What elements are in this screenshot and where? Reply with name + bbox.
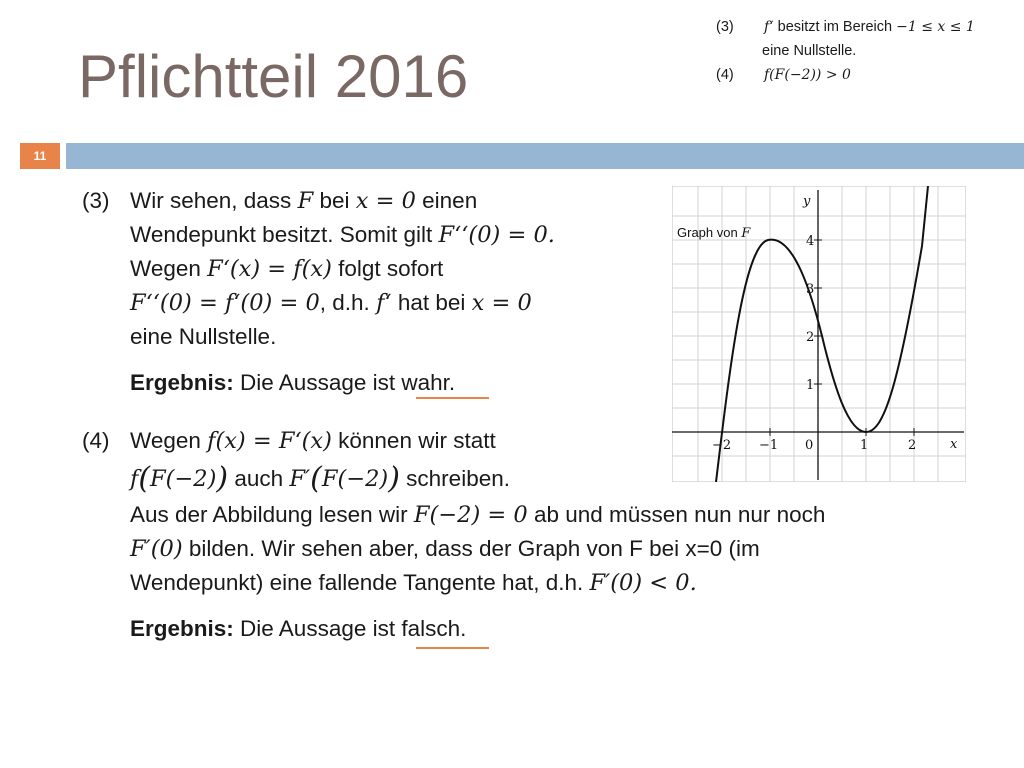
section-3-line-2: Wendepunkt besitzt. Somit gilt F‘‘(0) = 0. bbox=[130, 222, 555, 248]
section-4-line-3: Aus der Abbildung lesen wir F(−2) = 0 ab und müssen nun nur noch bbox=[130, 502, 826, 528]
x-tick-label: −1 bbox=[759, 438, 779, 453]
y-tick-label: 1 bbox=[806, 378, 815, 393]
y-tick-label: 4 bbox=[806, 234, 815, 249]
note-item3-function: f‘ bbox=[764, 19, 774, 35]
section-3-label: (3) bbox=[82, 188, 110, 213]
section-3-line-4: F‘‘(0) = f‘(0) = 0, d.h. f‘ hat bei x = 0 bbox=[130, 290, 532, 316]
x-tick-label: −2 bbox=[712, 438, 732, 453]
section-3-result-underline bbox=[416, 397, 489, 399]
x-axis-label: x bbox=[950, 437, 958, 452]
section-3-line-1: Wir sehen, dass F bei x = 0 einen bbox=[130, 188, 478, 214]
y-tick-label: 2 bbox=[806, 330, 815, 345]
section-4-line-2: f(F(−2)) auch F′(F(−2)) schreiben. bbox=[130, 461, 510, 496]
section-4-line-4: F′(0) bilden. Wir sehen aber, dass der Graph von F bei x=0 (im bbox=[130, 536, 760, 562]
x-tick-label: 0 bbox=[805, 438, 814, 453]
note-item4-number: (4) bbox=[716, 67, 734, 83]
section-3 bbox=[82, 184, 662, 414]
y-axis-label: y bbox=[803, 194, 811, 209]
section-3-line-5: eine Nullstelle. bbox=[130, 324, 277, 349]
function-graph bbox=[672, 186, 966, 482]
section-4-result-underline bbox=[416, 647, 489, 649]
note-item3-number: (3) bbox=[716, 19, 734, 35]
header-band bbox=[66, 143, 1024, 169]
curve-label: Graph von F bbox=[677, 225, 751, 241]
note-item3-text: besitzt im Bereich bbox=[773, 19, 897, 35]
section-4-result: Ergebnis: Die Aussage ist falsch. bbox=[130, 616, 467, 641]
note-item4-math: f(F(−2)) > 0 bbox=[764, 67, 851, 83]
note-item3-math: −1 ≤ x ≤ 1 bbox=[896, 19, 975, 35]
slide-title: Pflichtteil 2016 bbox=[78, 43, 469, 110]
section-3-result: Ergebnis: Die Aussage ist wahr. bbox=[130, 370, 456, 395]
section-4-line-1: Wegen f(x) = F‘(x) können wir statt bbox=[130, 428, 496, 454]
note-item3-line2: eine Nullstelle. bbox=[762, 43, 857, 59]
section-4-label: (4) bbox=[82, 428, 110, 453]
x-tick-label: 2 bbox=[908, 438, 917, 453]
slide-number: 11 bbox=[20, 143, 60, 169]
section-3-line-3: Wegen F‘(x) = f(x) folgt sofort bbox=[130, 256, 444, 282]
section-4-line-5: Wendepunkt) eine fallende Tangente hat, d.h. F′(0) < 0. bbox=[130, 570, 697, 596]
x-tick-label: 1 bbox=[860, 438, 869, 453]
task-reminder bbox=[716, 16, 1016, 88]
y-tick-label: 3 bbox=[806, 282, 815, 297]
